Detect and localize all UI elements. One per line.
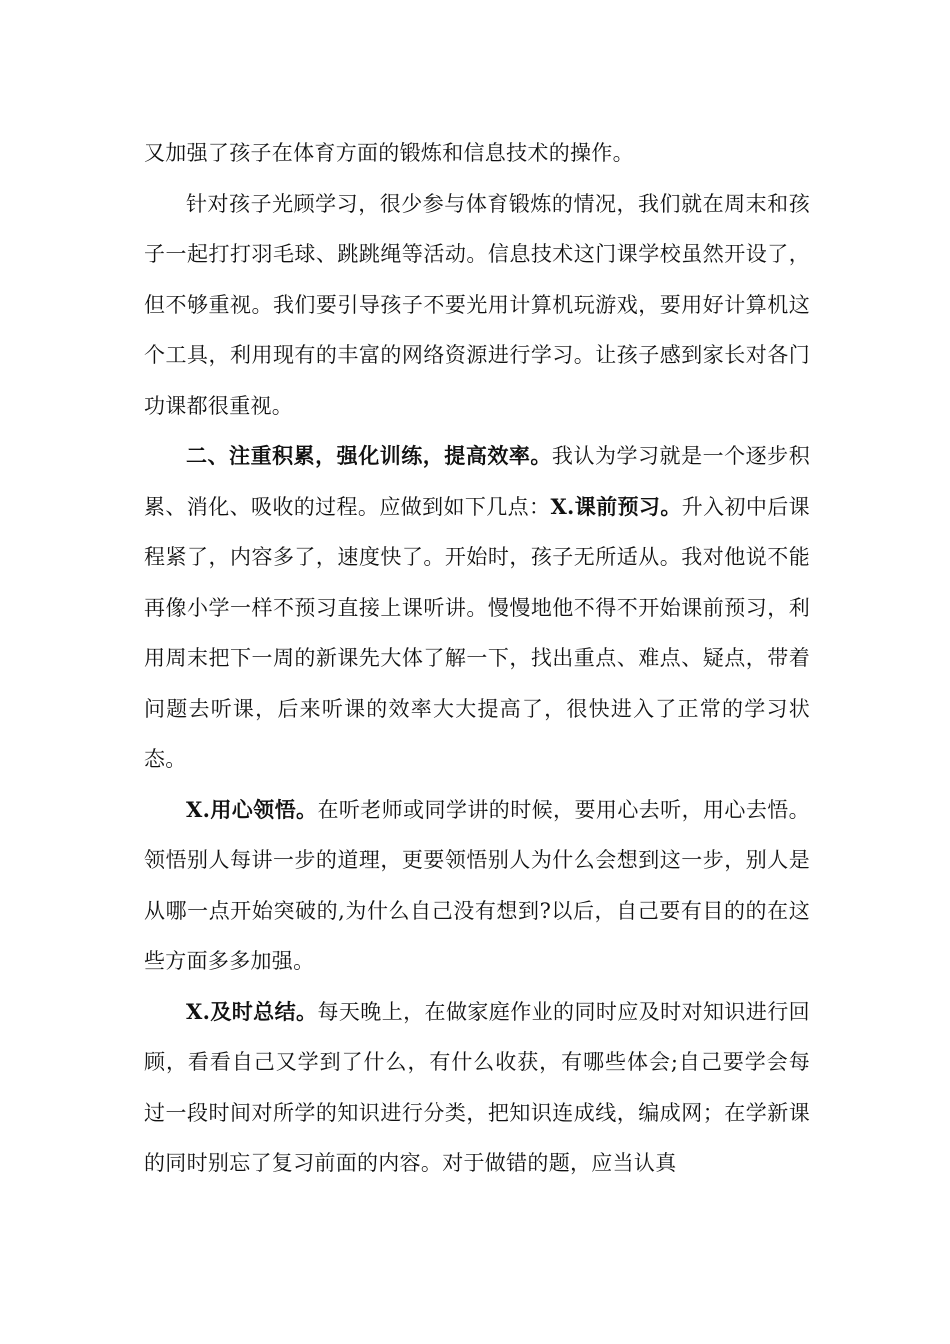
paragraph-3	[144, 431, 810, 785]
paragraph-1	[144, 128, 810, 179]
paragraph-3-text-a: 我认为学习就是一个逐步积累、消化、吸收的过程。应做到如下几点：	[144, 444, 810, 519]
point-heading-preview: X.课前预习。	[550, 493, 682, 519]
paragraph-2	[144, 179, 810, 432]
paragraph-4	[144, 785, 810, 987]
paragraph-5	[144, 987, 810, 1189]
paragraph-2-text: 针对孩子光顾学习，很少参与体育锻炼的情况，我们就在周末和孩子一起打打羽毛球、跳跳绳等活动。信息技术这门课学校虽然开设了，但不够重视。我们要引导孩子不要光用计算机玩游戏，要用好计算机这个工具，利用现有的丰富的网络资源进行学习。让孩子感到家长对各门功课都很重视。	[144, 191, 810, 418]
section-heading-2: 二、注重积累，强化训练，提高效率。	[186, 443, 552, 468]
paragraph-3-text-b: 升入初中后课程紧了，内容多了，速度快了。开始时，孩子无所适从。我对他说不能再像小学一样不预习直接上课听讲。慢慢地他不得不开始课前预习，利用周末把下一周的新课先大体了解一下，找出重点、难点、疑点，带着问题去听课，后来听课的效率大大提高了，很快进入了正常的学习状态。	[144, 494, 810, 771]
paragraph-5-text: 每天晚上，在做家庭作业的同时应及时对知识进行回顾，看看自己又学到了什么，有什么收获，有哪些体会;自己要学会每过一段时间对所学的知识进行分类，把知识连成线，编成网；在学新课的同时别忘了复习前面的内容。对于做错的题，应当认真	[144, 999, 810, 1175]
point-heading-comprehend: X.用心领悟。	[186, 796, 318, 822]
document-body	[144, 128, 810, 1189]
point-heading-summarize: X.及时总结。	[186, 998, 318, 1024]
paragraph-1-text: 又加强了孩子在体育方面的锻炼和信息技术的操作。	[144, 141, 634, 165]
paragraph-4-text: 在听老师或同学讲的时候，要用心去听，用心去悟。领悟别人每讲一步的道理，更要领悟别人为什么会想到这一步，别人是从哪一点开始突破的,为什么自己没有想到?以后，自己要有目的的在这些方面多多加强。	[144, 797, 810, 973]
